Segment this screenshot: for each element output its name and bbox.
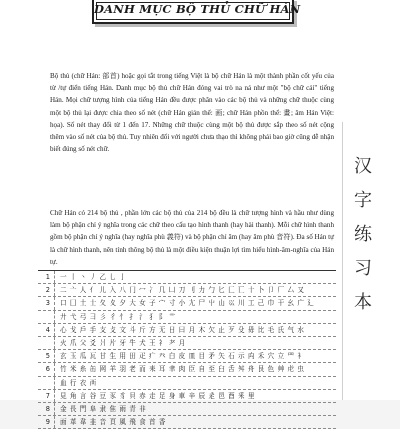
side-title-char: 习 [354,258,372,279]
intro-paragraph [50,70,334,155]
radicals-paragraph-text: Chữ Hán có 214 bộ thủ , phần lớn các bộ thủ của 214 bộ đều là chữ tượng hình và hầu như dùng làm bộ phận chỉ ý nghĩa trong các chữ theo cấu tạo hình thanh (hay hài thanh). Mỗi chữ hình thanh gồm bộ phận chỉ ý nghĩa (hay nghĩa phù 義符) và bộ phận chỉ âm (hay âm phù 音符). Đa số Hán tự là chữ hình thanh, nên tính thông bộ thủ là một điều kiện thuận lợi tìm hiểu hình-âm-nghĩa của Hán tự. [50,209,334,266]
stroke-count: 5 [45,352,50,361]
table-row [38,284,336,297]
stroke-count: 3 [45,299,50,308]
side-title-char: 本 [354,292,372,313]
stroke-count: 2 [45,286,50,295]
column-divider [54,377,55,389]
intro-paragraph-text: Bộ thủ (chữ Hán: 部首) hoặc gọi tắt trong tiếng Việt là bộ chữ Hán là một thành phần cốt yếu của từ /tự điển tiếng Hán. Danh mục bộ thủ chữ Hán đóng vai trò na ná như một "bộ chữ cái" tiếng Hán. Mọi chữ tượng hình của tiếng Hán đều được phân vào các bộ thủ và những chữ thuộc cùng một bộ thủ lại được chia theo số nét (chữ Hán giản thể: 画; chữ Hán phồn thể: 畫; âm Hán Việt: họa). Số nét thay đổi từ 1 đến 17. Những chữ thuộc cùng một bộ thủ được sắp theo số nét cộng thêm vào số nét của bộ thủ. Tuy nhiên đối với người chưa thạo thì không phải bao giờ cũng dễ nhận biết đúng số nét chữ. [50,72,334,154]
radical-list: 見 角 言 谷 豆 豕 豸 貝 赤 走 足 身 車 辛 辰 辵 邑 酉 釆 里 [60,391,256,400]
radical-list: 面 革 韋 韭 音 頁 風 飛 食 首 香 [60,418,167,427]
radical-list: 廾 弋 弓 彐 彡 彳 忄 扌 氵 犭 阝 艹 [60,312,176,321]
table-row [38,377,336,390]
radical-list: 血 行 衣 襾 [60,378,97,387]
column-divider [54,284,55,296]
stroke-count: 7 [45,391,50,400]
stroke-count: 4 [45,325,50,334]
column-divider [54,297,55,309]
side-divider [342,122,343,400]
radical-table [38,270,336,429]
table-row [38,297,336,310]
table-row [38,363,336,376]
radical-list: 口 囗 土 士 夂 夊 夕 大 女 子 宀 寸 小 尢 尸 屮 山 巛 川 工 己 巾 干 幺 广 廴 [60,299,315,308]
page-title: DANH MỤC BỘ THỦ CHỮ HÁN [94,2,301,16]
column-divider [54,363,55,375]
table-row [38,271,336,284]
table-row [38,416,336,429]
column-divider [54,311,55,323]
column-divider [54,390,55,402]
column-divider [54,350,55,362]
radical-list: 心 戈 戶 手 支 攴 文 斗 斤 方 无 日 曰 月 木 欠 止 歹 殳 毋 比 毛 氏 气 水 [60,325,305,334]
radical-list: 一 丨 丶 丿 乙 乚 亅 [60,273,127,281]
side-title [348,150,378,320]
column-divider [54,416,55,428]
side-title-char: 字 [354,190,372,211]
radical-list: 二 亠 人 亻 儿 入 八 冂 冖 冫 几 凵 刀 刂 力 勹 匕 匚 匸 十 卜 卩 厂 厶 又 [60,286,305,295]
title-banner [92,0,301,24]
table-row [38,403,336,416]
radical-list: 火 爪 父 爻 爿 片 牙 牛 犬 王 礻 耂 月 [60,338,186,347]
column-divider [54,337,55,349]
column-divider [54,324,55,336]
radicals-paragraph [50,207,334,268]
radical-list: 金 長 門 阜 隶 隹 雨 青 非 [60,404,147,413]
side-title-char: 汉 [354,156,372,177]
stroke-count: 1 [45,273,50,281]
radical-list: 竹 米 糸 缶 网 羊 羽 老 而 耒 耳 聿 肉 臣 自 至 臼 舌 舛 舟 艮 色 艸 虍 虫 [60,365,305,374]
radical-list: 玄 玉 瓜 瓦 甘 生 用 田 疋 疒 癶 白 皮 皿 目 矛 矢 石 示 禸 禾 穴 立 罒 衤 [60,352,305,361]
table-row [38,350,336,363]
table-row [38,324,336,337]
table-row [38,311,336,324]
stroke-count: 6 [45,365,50,374]
table-row [38,337,336,350]
stroke-count: 9 [45,418,50,427]
column-divider [54,271,55,283]
column-divider [54,403,55,415]
table-row [38,390,336,403]
side-title-char: 练 [354,224,372,245]
stroke-count: 8 [45,404,50,413]
